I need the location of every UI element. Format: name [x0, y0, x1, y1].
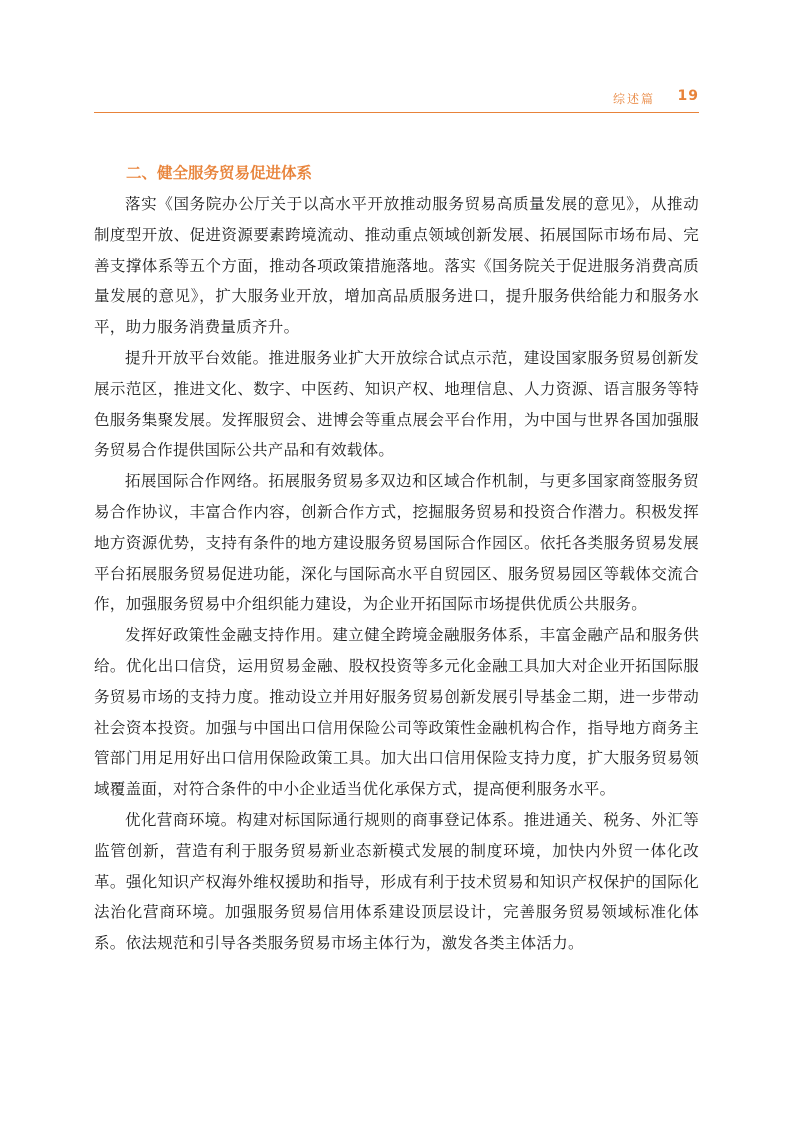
paragraph: 发挥好政策性金融支持作用。建立健全跨境金融服务体系，丰富金融产品和服务供给。优化出口信贷，运用贸易金融、股权投资等多元化金融工具加大对企业开拓国际服务贸易市场的支持力度。推动设立并用好服务贸易创新发展引导基金二期，进一步带动社会资本投资。加强与中国出口信用保险公司等政策性金融机构合作，指导地方商务主管部门用足用好出口信用保险政策工具。加大出口信用保险支持力度，扩大服务贸易领域覆盖面，对符合条件的中小企业适当优化承保方式，提高便利服务水平。: [94, 626, 699, 799]
page-number: 19: [677, 88, 699, 104]
paragraph: 拓展国际合作网络。拓展服务贸易多双边和区域合作机制，与更多国家商签服务贸易合作协议，丰富合作内容，创新合作方式，挖掘服务贸易和投资合作潜力。积极发挥地方资源优势，支持有条件的地方建设服务贸易国际合作园区。依托各类服务贸易发展平台拓展服务贸易促进功能，深化与国际高水平自贸园区、服务贸易园区等载体交流合作，加强服务贸易中介组织能力建设，为企业开拓国际市场提供优质公共服务。: [94, 472, 699, 614]
paragraph: 提升开放平台效能。推进服务业扩大开放综合试点示范，建设国家服务贸易创新发展示范区，推进文化、数字、中医药、知识产权、地理信息、人力资源、语言服务等特色服务集聚发展。发挥服贸会、进博会等重点展会平台作用，为中国与世界各国加强服务贸易合作提供国际公共产品和有效载体。: [94, 348, 699, 460]
paragraph: 优化营商环境。构建对标国际通行规则的商事登记体系。推进通关、税务、外汇等监管创新，营造有利于服务贸易新业态新模式发展的制度环境，加快内外贸一体化改革。强化知识产权海外维权援助和指导，形成有利于技术贸易和知识产权保护的国际化法治化营商环境。加强服务贸易信用体系建设顶层设计，完善服务贸易领域标准化体系。依法规范和引导各类服务贸易市场主体行为，激发各类主体活力。: [94, 810, 699, 953]
page-header: [94, 88, 699, 113]
paragraph: 落实《国务院办公厅关于以高水平开放推动服务贸易高质量发展的意见》，从推动制度型开放、促进资源要素跨境流动、推动重点领域创新发展、拓展国际市场布局、完善支撑体系等五个方面，推动各项政策措施落地。落实《国务院关于促进服务消费高质量发展的意见》，扩大服务业开放，增加高品质服务进口，提升服务供给能力和服务水平，助力服务消费量质齐升。: [94, 195, 699, 337]
section-heading: 二、健全服务贸易促进体系: [126, 164, 313, 182]
running-head-section: 综述篇: [612, 92, 655, 106]
page-body: [94, 158, 699, 959]
